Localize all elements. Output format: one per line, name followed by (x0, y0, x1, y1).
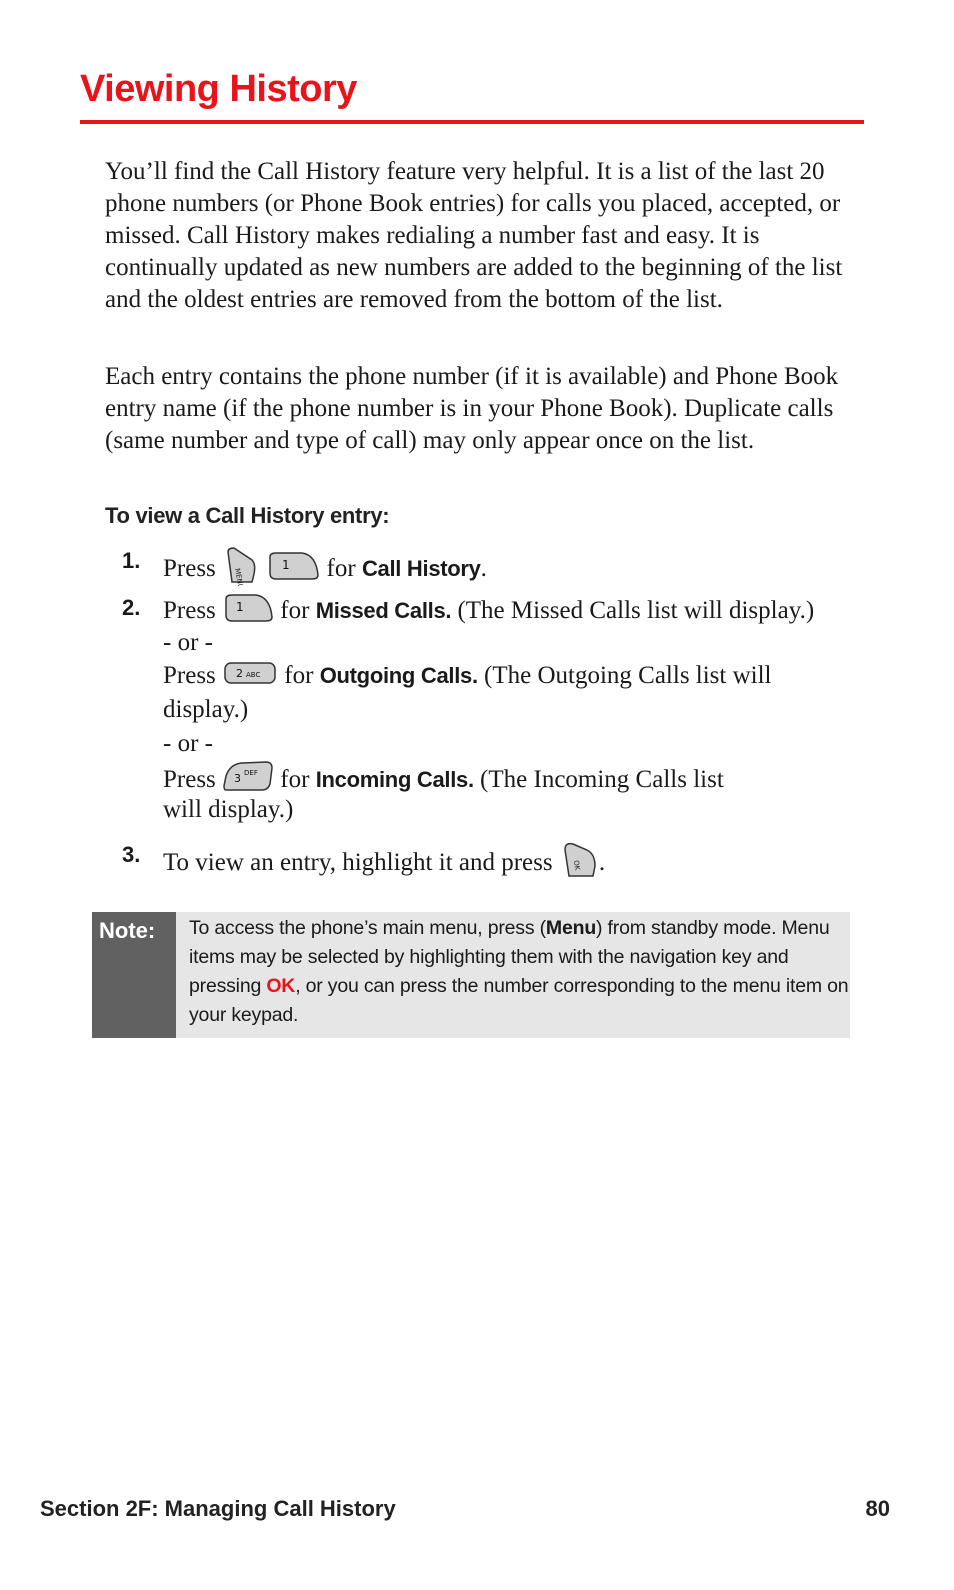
section-title: Section 2F: Managing Call History (40, 1496, 396, 1521)
or-separator: - or - (163, 730, 213, 757)
incoming-calls-label: Incoming Calls. (315, 767, 474, 793)
note-label: Note: (99, 918, 156, 943)
procedure-heading: To view a Call History entry: (105, 503, 390, 528)
menu-key-icon (222, 546, 260, 595)
menu-word: Menu (545, 917, 597, 939)
note-label-panel (92, 912, 176, 1038)
step-number: 1. (122, 548, 141, 573)
svg-text:2: 2 (236, 667, 244, 680)
svg-text:3: 3 (234, 772, 242, 785)
outgoing-calls-label: Outgoing Calls. (319, 663, 478, 689)
missed-calls-label: Missed Calls. (315, 598, 452, 624)
svg-text:1: 1 (282, 558, 290, 572)
step-number: 2. (122, 595, 141, 620)
note-text: To access the phone’s main menu, press (Menu) from standby mode. Menu items may be selected by highlighting them with the navigation key and pressing OK, or you can press the number corresponding to the menu item on your keypad. (189, 917, 849, 1026)
call-history-label: Call History (361, 556, 481, 582)
svg-text:OK: OK (571, 859, 582, 872)
svg-text:MENU: MENU (233, 567, 245, 586)
title-rule (80, 120, 864, 124)
svg-text:DEF: DEF (244, 769, 258, 777)
note-box (92, 912, 850, 1038)
intro-paragraph: You’ll find the Call History feature very helpful. It is a list of the last 20 phone numbers (or Phone Book entries) for calls you placed, accepted, or missed. Call History makes redialing a number fast and easy. It is continually updated as new numbers are added to the beginning of the list and the oldest entries are removed from the bottom of the list. (105, 158, 843, 313)
svg-text:ABC: ABC (246, 671, 261, 679)
key-2-icon (222, 660, 278, 695)
key-1-icon (266, 551, 320, 590)
key-1-icon (222, 593, 274, 632)
or-separator: - or - (163, 629, 213, 656)
press-text: Press (163, 555, 216, 583)
page-title: Viewing History (80, 68, 357, 110)
ok-key-icon (559, 840, 599, 889)
for-text: for (326, 555, 356, 583)
ok-word: OK (266, 975, 296, 997)
step-number: 3. (122, 842, 141, 867)
entry-paragraph: Each entry contains the phone number (if it is available) and Phone Book entry name (if the phone number is in your Phone Book). Duplicate calls (same number and type of call) may only appear once on the list. (105, 363, 839, 454)
page-number: 80 (865, 1496, 890, 1521)
svg-text:1: 1 (236, 600, 244, 614)
